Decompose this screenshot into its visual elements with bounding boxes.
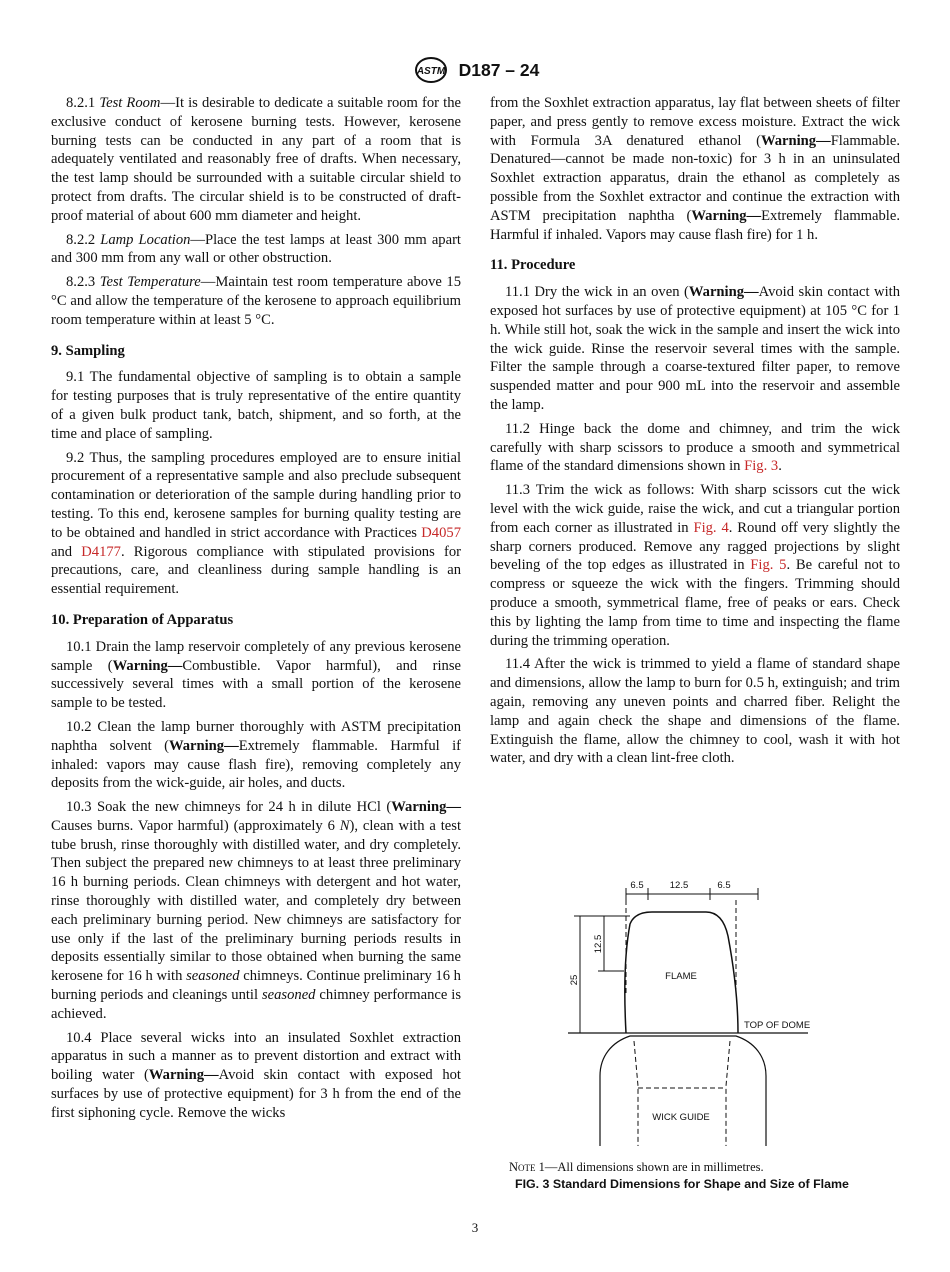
dimension-label-right: 6.5: [717, 880, 731, 891]
section-8-2-2: 8.2.2 Lamp Location—Place the test lamps at least 300 mm apart and 300 mm from any wall or other obstruction.: [51, 231, 461, 267]
figure-caption: FIG. 3 Standard Dimensions for Shape and Size of Flame: [515, 1177, 849, 1191]
section-11-heading: 11. Procedure: [490, 257, 576, 274]
section-8-2-3: 8.2.3 Test Temperature—Maintain test room temperature above 15 °C and allow the temperature of the kerosene to approach equilibrium room temperature within at least 5 °C.: [51, 274, 461, 328]
link-fig-5[interactable]: Fig. 5: [750, 557, 787, 574]
section-10-4: 10.4 Place several wicks into an insulated Soxhlet extraction apparatus in such a manner as to prevent distortion and extract with boiling water (Warning—Avoid skin contact with exposed hot surfaces by use of protective equipment) for 3 h from the end of the first siphoning cycle. Remove the wicks: [51, 1029, 461, 1121]
section-9-1: 9.1 The fundamental objective of sampling is to obtain a sample for testing purposes that is truly representative of the entire quantity of a given bulk product tank, batch, shipment, and so forth, at the time and place of sampling.: [51, 369, 461, 442]
top-of-dome-label: TOP OF DOME: [744, 1020, 811, 1031]
burner-dome-outline: [600, 1036, 766, 1146]
section-11-1: 11.1 Dry the wick in an oven (Warning—Avoid skin contact with exposed hot surfaces by use of protective equipment) at 105 °C for 1 h. While still hot, soak the wick in the sample and insert the wick into the wick guide. Rinse the reservoir several times with the sample. Filter the sample through a coarse-textured filter paper, to remove suspended matter and pour 900 mL into the reservoir and assemble the lamp.: [490, 284, 900, 413]
right-column: [490, 94, 900, 773]
figure-3-flame-diagram: [560, 876, 830, 1161]
dimension-label-12-5: 12.5: [593, 934, 604, 954]
wick-guide-label: WICK GUIDE: [652, 1112, 710, 1123]
section-8-2-1: 8.2.1 Test Room—It is desirable to dedicate a suitable room for the exclusive conduct of kerosene burning tests. However, kerosene burning tests can be conducted in any part of a room that is adequately ventilated and reasonably free of drafts. When necessary, the test lamp should be surrounded with a suitable circular shield to protect from drafts. The circular shield is to be constructed of draft-proof material of about 600 mm diameter and height.: [51, 95, 461, 224]
section-9-heading: 9. Sampling: [51, 342, 125, 359]
page-number: 3: [471, 1220, 479, 1235]
page-header: [0, 56, 950, 89]
link-d4057[interactable]: D4057: [421, 524, 461, 541]
dimension-label-25: 25: [569, 974, 580, 986]
section-11-2: 11.2 Hinge back the dome and chimney, and trim the wick carefully with sharp scissors to produce a smooth and symmetrical flame of the standard dimensions shown in Fig. 3.: [490, 420, 900, 475]
flame-label: FLAME: [665, 971, 697, 982]
left-column: [51, 94, 461, 1128]
section-9-2: 9.2 Thus, the sampling procedures employed are to ensure initial procurement of a representative sample and also preclude subsequent contamination or deterioration of the sample during handling prior to testing. To this end, kerosene samples for burning quality testing are to be obtained and handled in strict accordance with Practices D4057 and D4177. Rigorous compliance with stipulated provisions for precautions, care, and cleanliness during sample handling is an essential requirement.: [51, 449, 461, 598]
figure-note: Note 1—All dimensions shown are in millimetres.: [509, 1160, 764, 1174]
document-designation: D187 – 24: [458, 59, 540, 80]
link-fig-4[interactable]: Fig. 4: [693, 519, 729, 536]
link-fig-3[interactable]: Fig. 3: [744, 458, 779, 475]
section-10-1: 10.1 Drain the lamp reservoir completely of any previous kerosene sample (Warning—Combustible. Vapor harmful), and rinse successively several times with a small portion of the kerosene sample to be tested.: [51, 638, 461, 712]
section-10-3: 10.3 Soak the new chimneys for 24 h in dilute HCl (Warning—Causes burns. Vapor harmful) (approximately 6 N), clean with a test tube brush, rinse thoroughly with distilled water, and dry completely. Then subject the prepared new chimneys to at least three preliminary 16 h burning periods. Clean chimneys with detergent and hot water, rinse thoroughly with distilled water, and completely dry between each preliminary burning period. New chimneys are satisfactory for use only if the last of the preliminary burning periods results in deposits essentially similar to those obtained when burning the same kerosene for 16 h with seasoned chimneys. Continue preliminary 16 h burning periods and cleanings until seasoned chimney performance is achieved.: [51, 799, 461, 1022]
link-d4177[interactable]: D4177: [81, 543, 121, 560]
section-10-2: 10.2 Clean the lamp burner thoroughly with ASTM precipitation naphtha solvent (Warning—Extremely flammable. Harmful if inhaled: vapors may cause flash fire), removing completely any deposits from the wick-guide, air holes, and ducts.: [51, 718, 461, 792]
section-10-4-continued: from the Soxhlet extraction apparatus, lay flat between sheets of filter paper, and press gently to remove excess moisture. Extract the wick with Formula 3A denatured ethanol (Warning—Flammable. Denatured—cannot be made non-toxic) for 3 h in an uninsulated Soxhlet extraction apparatus, drain the ethanol as completely as possible from the Soxhlet extractor and continue the extraction with ASTM precipitation naphtha (Warning—Extremely flammable. Harmful if inhaled. Vapors may cause flash fire) for 1 h.: [490, 95, 900, 243]
section-10-heading: 10. Preparation of Apparatus: [51, 611, 234, 628]
svg-text:ASTM: ASTM: [416, 66, 445, 77]
section-11-3: 11.3 Trim the wick as follows: With sharp scissors cut the wick level with the wick guide, raise the wick, and cut a triangular portion from each corner as illustrated in Fig. 4. Round off very slightly the sharp corners produced. Remove any ragged projections by slight beveling of the top edges as illustrated in Fig. 5. Be careful not to compress or squeeze the wick with the fingers. Trimming should produce a smooth, symmetrical flame, free of peaks or ears. Check this by lighting the lamp from time to time and inspecting the flame during the trimming operation.: [490, 482, 900, 649]
astm-logo-icon: [411, 56, 451, 84]
dimension-label-mid: 12.5: [669, 880, 689, 891]
dimension-label-left: 6.5: [630, 880, 644, 891]
section-11-4: 11.4 After the wick is trimmed to yield a flame of standard shape and dimensions, allow the lamp to burn for 0.5 h, extinguish; and trim again, removing any uneven points and charred fiber. Relight the lamp and again check the shape and dimensions of the flame. Extinguish the flame, allow the chimney to cool, wash it with hot water, and dry with a clean lint-free cloth.: [490, 656, 900, 767]
